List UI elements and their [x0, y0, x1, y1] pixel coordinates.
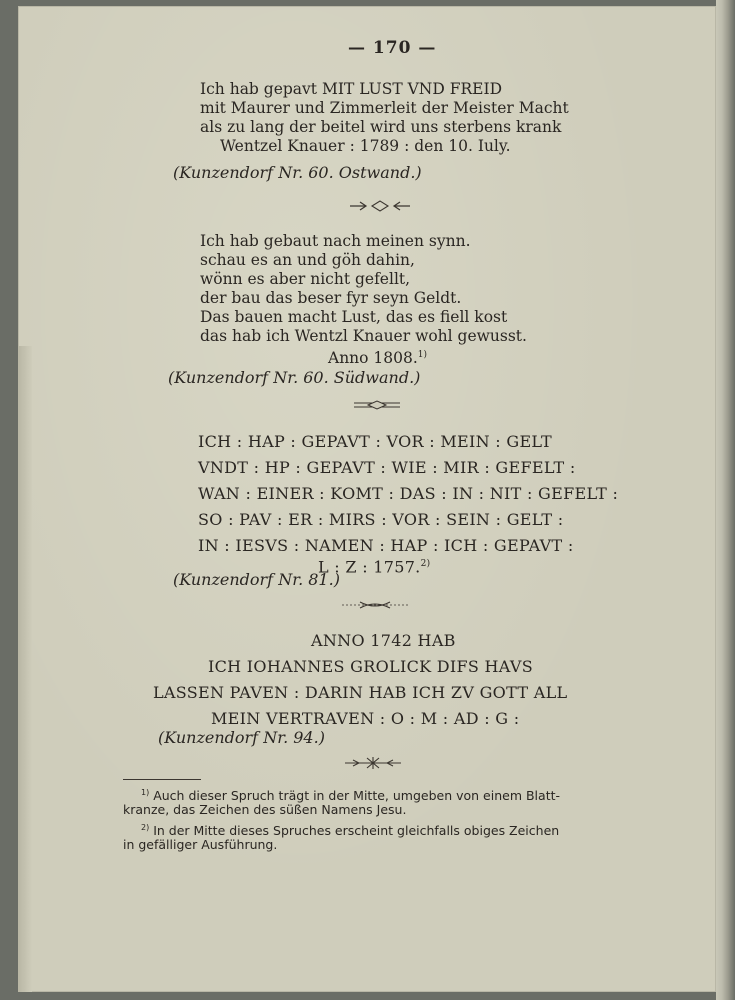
block4-source: (Kunzendorf Nr. 94.) — [158, 728, 325, 747]
ornament-divider-icon — [343, 756, 403, 770]
block3-line-4: SO : PAV : ER : MIRS : VOR : SEIN : GELT : — [198, 510, 564, 529]
block3-date: L : Z : 1757. — [318, 557, 421, 577]
page-number: — 170 — — [348, 38, 437, 58]
footnote-ref-2: 2) — [420, 559, 431, 569]
block1-source: (Kunzendorf Nr. 60. Ostwand.) — [173, 163, 422, 182]
block2-line-3: wönn es aber nicht gefellt, — [200, 270, 411, 288]
footnote-2-text-1: In der Mitte dieses Spruches erscheint gleichfalls obiges Zeichen — [153, 823, 560, 839]
block3-line-1: ICH : HAP : GEPAVT : VOR : MEIN : GELT — [198, 432, 553, 451]
block4-line-4: MEIN VERTRAVEN : O : M : AD : G : — [211, 709, 520, 728]
footnote-1-line-2: kranze, das Zeichen des süßen Namens Jesu. — [123, 802, 407, 817]
block2-source: (Kunzendorf Nr. 60. Südwand.) — [168, 368, 421, 387]
block1-line-3: als zu lang der beitel wird uns sterbens krank — [200, 118, 562, 136]
footnote-2-mark: 2) — [141, 823, 150, 832]
ornament-divider-icon — [340, 598, 410, 612]
block3-line-3: WAN : EINER : KOMT : DAS : IN : NIT : GEFELT : — [198, 484, 619, 503]
block3-source: (Kunzendorf Nr. 81.) — [173, 570, 340, 589]
block2-line-6: das hab ich Wentzl Knauer wohl gewusst. — [200, 327, 527, 345]
footnote-ref-1: 1) — [417, 350, 428, 360]
block4-line-3: LASSEN PAVEN : DARIN HAB ICH ZV GOTT ALL — [153, 683, 568, 702]
block2-line-2: schau es an und göh dahin, — [200, 251, 415, 269]
block2-line-4: der bau das beser fyr seyn Geldt. — [200, 289, 462, 307]
block2-line-7 — [328, 346, 427, 368]
footnote-1-mark: 1) — [141, 788, 150, 797]
footnote-1-text-1: Auch dieser Spruch trägt in der Mitte, umgeben von einem Blatt- — [153, 788, 561, 804]
block4-line-1: ANNO 1742 HAB — [311, 631, 456, 650]
block2-line-1: Ich hab gebaut nach meinen synn. — [200, 232, 471, 250]
block2-anno: Anno 1808. — [328, 349, 418, 368]
block4-line-2: ICH IOHANNES GROLICK DIFS HAVS — [208, 657, 533, 676]
footnote-2-line-2: in gefälliger Ausführung. — [123, 837, 278, 852]
ornament-divider-icon — [348, 199, 412, 213]
footnote-rule — [123, 779, 201, 780]
ornament-divider-icon — [352, 398, 402, 412]
block1-line-2: mit Maurer und Zimmerleit der Meister Macht — [200, 99, 569, 117]
page-crease — [18, 346, 32, 992]
adjacent-page-edge — [716, 0, 735, 1000]
block3-line-5: IN : IESVS : NAMEN : HAP : ICH : GEPAVT : — [198, 536, 574, 555]
block1-line-4: Wentzel Knauer : 1789 : den 10. Iuly. — [220, 137, 511, 155]
block3-line-2: VNDT : HP : GEPAVT : WIE : MIR : GEFELT : — [198, 458, 576, 477]
document-page — [18, 6, 716, 992]
block1-line-1: Ich hab gepavt MIT LUST VND FREID — [200, 80, 503, 98]
block2-line-5: Das bauen macht Lust, das es fiell kost — [200, 308, 508, 326]
